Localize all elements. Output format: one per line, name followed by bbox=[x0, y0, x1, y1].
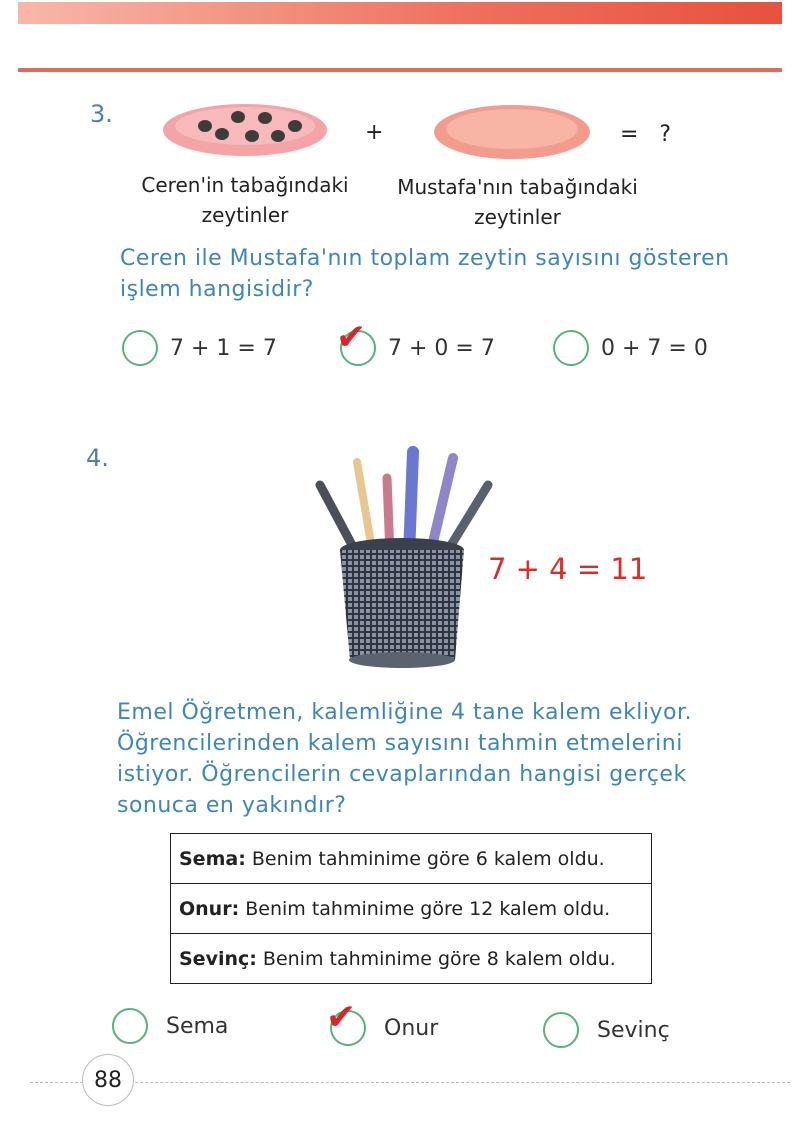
header-bar bbox=[18, 2, 782, 24]
radio-circle[interactable] bbox=[543, 1012, 579, 1048]
question-4-line4: sonuca en yakındır? bbox=[117, 793, 347, 818]
option-label: 7 + 1 = 7 bbox=[170, 335, 277, 361]
option-label: 0 + 7 = 0 bbox=[601, 335, 708, 361]
table-row bbox=[171, 834, 652, 884]
q3-option-3[interactable] bbox=[553, 330, 708, 366]
table-row bbox=[171, 884, 652, 934]
equals-question: = ? bbox=[620, 122, 672, 147]
q3-option-1[interactable] bbox=[122, 330, 277, 366]
q3-option-2[interactable] bbox=[336, 317, 495, 366]
check-icon: ✔ bbox=[336, 317, 367, 358]
question-3-number: 3. bbox=[90, 100, 113, 128]
pencil-cup-image bbox=[305, 440, 505, 675]
q4-option-sema[interactable] bbox=[112, 1008, 228, 1044]
question-4-line2: Öğrencilerinden kalem sayısını tahmin etmelerini bbox=[117, 731, 683, 756]
mustafa-plate-image bbox=[432, 102, 592, 162]
radio-circle[interactable] bbox=[122, 330, 158, 366]
question-3-line1: Ceren ile Mustafa'nın toplam zeytin sayısını gösteren bbox=[120, 246, 730, 271]
question-4-text bbox=[117, 697, 777, 821]
student-answer: Benim tahminime göre 6 kalem oldu. bbox=[251, 847, 605, 870]
mustafa-label bbox=[385, 172, 650, 232]
ceren-label-line1: Ceren'in tabağındaki bbox=[141, 173, 349, 197]
mustafa-label-line1: Mustafa'nın tabağındaki bbox=[397, 175, 638, 199]
option-label: Sevinç bbox=[597, 1017, 670, 1043]
question-4-line1: Emel Öğretmen, kalemliğine 4 tane kalem ekliyor. bbox=[117, 700, 693, 725]
q4-option-sevinc[interactable] bbox=[543, 1012, 670, 1048]
equation-7-plus-4: 7 + 4 = 11 bbox=[488, 552, 648, 586]
student-name: Sevinç: bbox=[179, 947, 257, 970]
question-3-text bbox=[120, 243, 760, 305]
radio-circle[interactable] bbox=[553, 330, 589, 366]
check-icon: ✔ bbox=[326, 997, 357, 1038]
table-row bbox=[171, 934, 652, 984]
option-label: 7 + 0 = 7 bbox=[388, 335, 495, 361]
q4-option-onur[interactable] bbox=[326, 997, 439, 1046]
ceren-label bbox=[130, 170, 360, 230]
footer-dashed-line bbox=[30, 1082, 790, 1083]
radio-circle-checked[interactable] bbox=[336, 317, 376, 366]
option-label: Sema bbox=[166, 1013, 229, 1039]
student-answer: Benim tahminime göre 12 kalem oldu. bbox=[245, 897, 611, 920]
ceren-plate-image bbox=[160, 100, 330, 160]
student-name: Onur: bbox=[179, 897, 240, 920]
radio-circle-checked[interactable] bbox=[326, 997, 366, 1046]
question-4-line3: istiyor. Öğrencilerin cevaplarından hangisi gerçek bbox=[117, 762, 687, 787]
student-answer: Benim tahminime göre 8 kalem oldu. bbox=[262, 947, 616, 970]
radio-circle[interactable] bbox=[112, 1008, 148, 1044]
student-name: Sema: bbox=[179, 847, 246, 870]
question-4-number: 4. bbox=[86, 444, 109, 472]
header-divider bbox=[18, 68, 782, 72]
option-label: Onur bbox=[384, 1015, 439, 1041]
question-3-line2: işlem hangisidir? bbox=[120, 277, 314, 302]
answers-table bbox=[170, 833, 652, 984]
page-number: 88 bbox=[82, 1054, 134, 1106]
ceren-label-line2: zeytinler bbox=[201, 203, 289, 227]
mustafa-label-line2: zeytinler bbox=[474, 205, 561, 229]
plus-sign: + bbox=[365, 120, 384, 145]
